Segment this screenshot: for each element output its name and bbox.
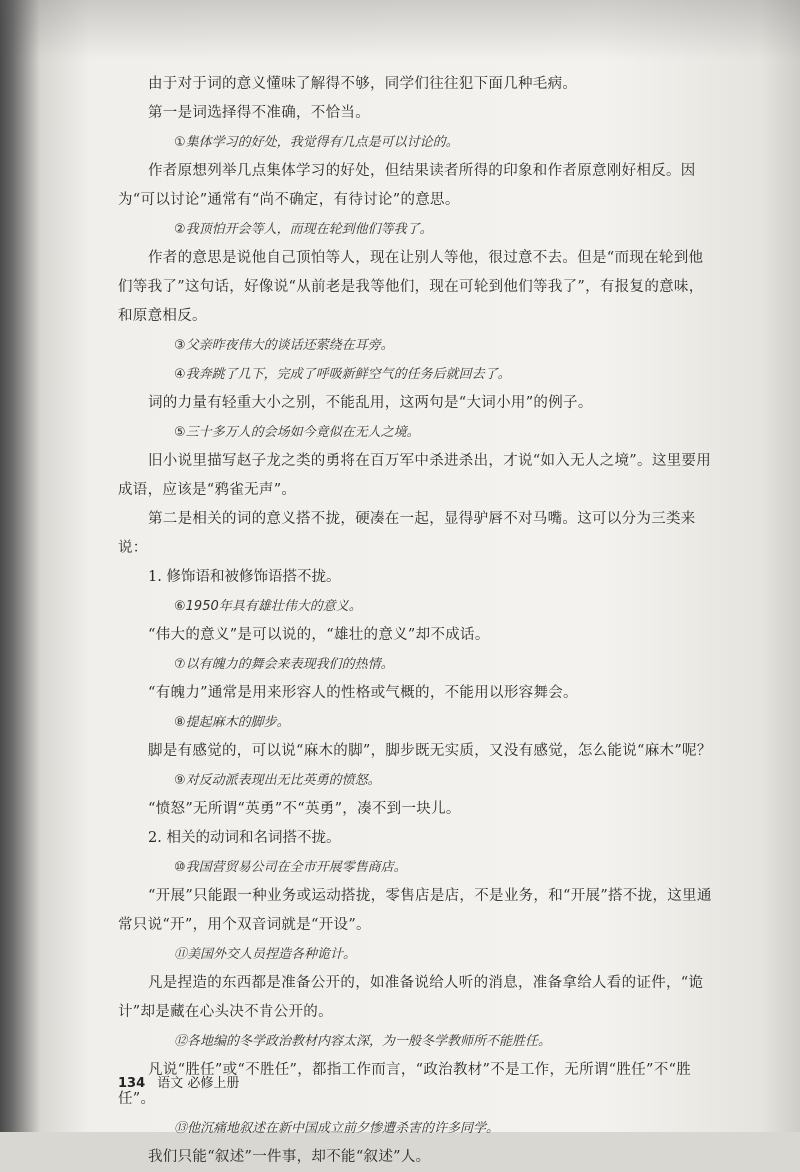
example-sentence: ⑤三十多万人的会场如今竟似在无人之境。	[174, 425, 420, 440]
paragraph: 脚是有感觉的，可以说“麻木的脚”，脚步既无实质，又没有感觉，怎么能说“麻木”呢？	[148, 743, 712, 759]
paragraph: 我们只能“叙述”一件事，却不能“叙述”人。	[148, 1149, 431, 1165]
paragraph: “伟大的意义”是可以说的，“雄壮的意义”却不成话。	[148, 627, 490, 643]
example-sentence: ⑩我国营贸易公司在全市开展零售商店。	[174, 860, 407, 875]
example-sentence: ⑫各地编的冬学政治教材内容太深，为一般冬学教师所不能胜任。	[174, 1034, 552, 1049]
example-sentence: ④我奔跳了几下，完成了呼吸新鲜空气的任务后就回去了。	[174, 367, 511, 382]
paragraph: 作者原想列举几点集体学习的好处，但结果读者所得的印象和作者原意刚好相反。因为“可以讨论”通常有“尚不确定，有待讨论”的意思。	[118, 163, 696, 208]
example-sentence: ⑨对反动派表现出无比英勇的愤怒。	[174, 773, 381, 788]
example-sentence: ⑪美国外交人员捏造各种诡计。	[174, 947, 357, 962]
paragraph: 作者的意思是说他自己顶怕等人，现在让别人等他，很过意不去。但是“而现在轮到他们等我了”这句话，好像说“从前老是我等他们，现在可轮到他们等我了”，有报复的意味，和原意相反。	[118, 250, 704, 324]
book-title: 语文 必修上册	[157, 1076, 240, 1091]
example-sentence: ①集体学习的好处，我觉得有几点是可以讨论的。	[174, 135, 459, 150]
subheading: 1. 修饰语和被修饰语搭不拢。	[148, 569, 341, 585]
paragraph: 凡是捏造的东西都是准备公开的，如准备说给人听的消息，准备拿给人看的证件，“诡计”却是藏在心头决不肯公开的。	[118, 975, 704, 1020]
page-footer	[118, 1072, 239, 1091]
paragraph: “愤怒”无所谓“英勇”不“英勇”，凑不到一块儿。	[148, 801, 461, 817]
paragraph: 第二是相关的词的意义搭不拢，硬凑在一起，显得驴唇不对马嘴。这可以分为三类来说：	[118, 511, 696, 556]
paragraph: 第一是词选择得不准确，不恰当。	[148, 105, 370, 121]
paragraph: 凡说“胜任”或“不胜任”，都指工作而言，“政治教材”不是工作，无所谓“胜任”不“胜任”。	[118, 1062, 692, 1107]
paragraph: 词的力量有轻重大小之别，不能乱用，这两句是“大词小用”的例子。	[148, 395, 593, 411]
example-sentence: ⑦以有魄力的舞会来表现我们的热情。	[174, 657, 394, 672]
paragraph: 由于对于词的意义懂味了解得不够，同学们往往犯下面几种毛病。	[148, 76, 578, 92]
paragraph: “开展”只能跟一种业务或运动搭拢，零售店是店，不是业务，和“开展”搭不拢，这里通常只说“开”，用个双音词就是“开设”。	[118, 888, 712, 933]
paragraph: “有魄力”通常是用来形容人的性格或气概的，不能用以形容舞会。	[148, 685, 578, 701]
example-sentence: ⑧提起麻木的脚步。	[174, 715, 290, 730]
page-number: 134	[118, 1076, 146, 1091]
text-body	[118, 70, 718, 1172]
page-shadow	[0, 0, 800, 60]
example-sentence: ⑥1950年具有雄壮伟大的意义。	[174, 599, 362, 614]
example-sentence: ⑬他沉痛地叙述在新中国成立前夕惨遭杀害的许多同学。	[174, 1121, 500, 1136]
example-sentence: ②我顶怕开会等人，而现在轮到他们等我了。	[174, 222, 433, 237]
subheading: 2. 相关的动词和名词搭不拢。	[148, 830, 341, 846]
paragraph: 旧小说里描写赵子龙之类的勇将在百万军中杀进杀出，才说“如入无人之境”。这里要用成语，应该是“鸦雀无声”。	[118, 453, 712, 498]
example-sentence: ③父亲昨夜伟大的谈话还萦绕在耳旁。	[174, 338, 394, 353]
